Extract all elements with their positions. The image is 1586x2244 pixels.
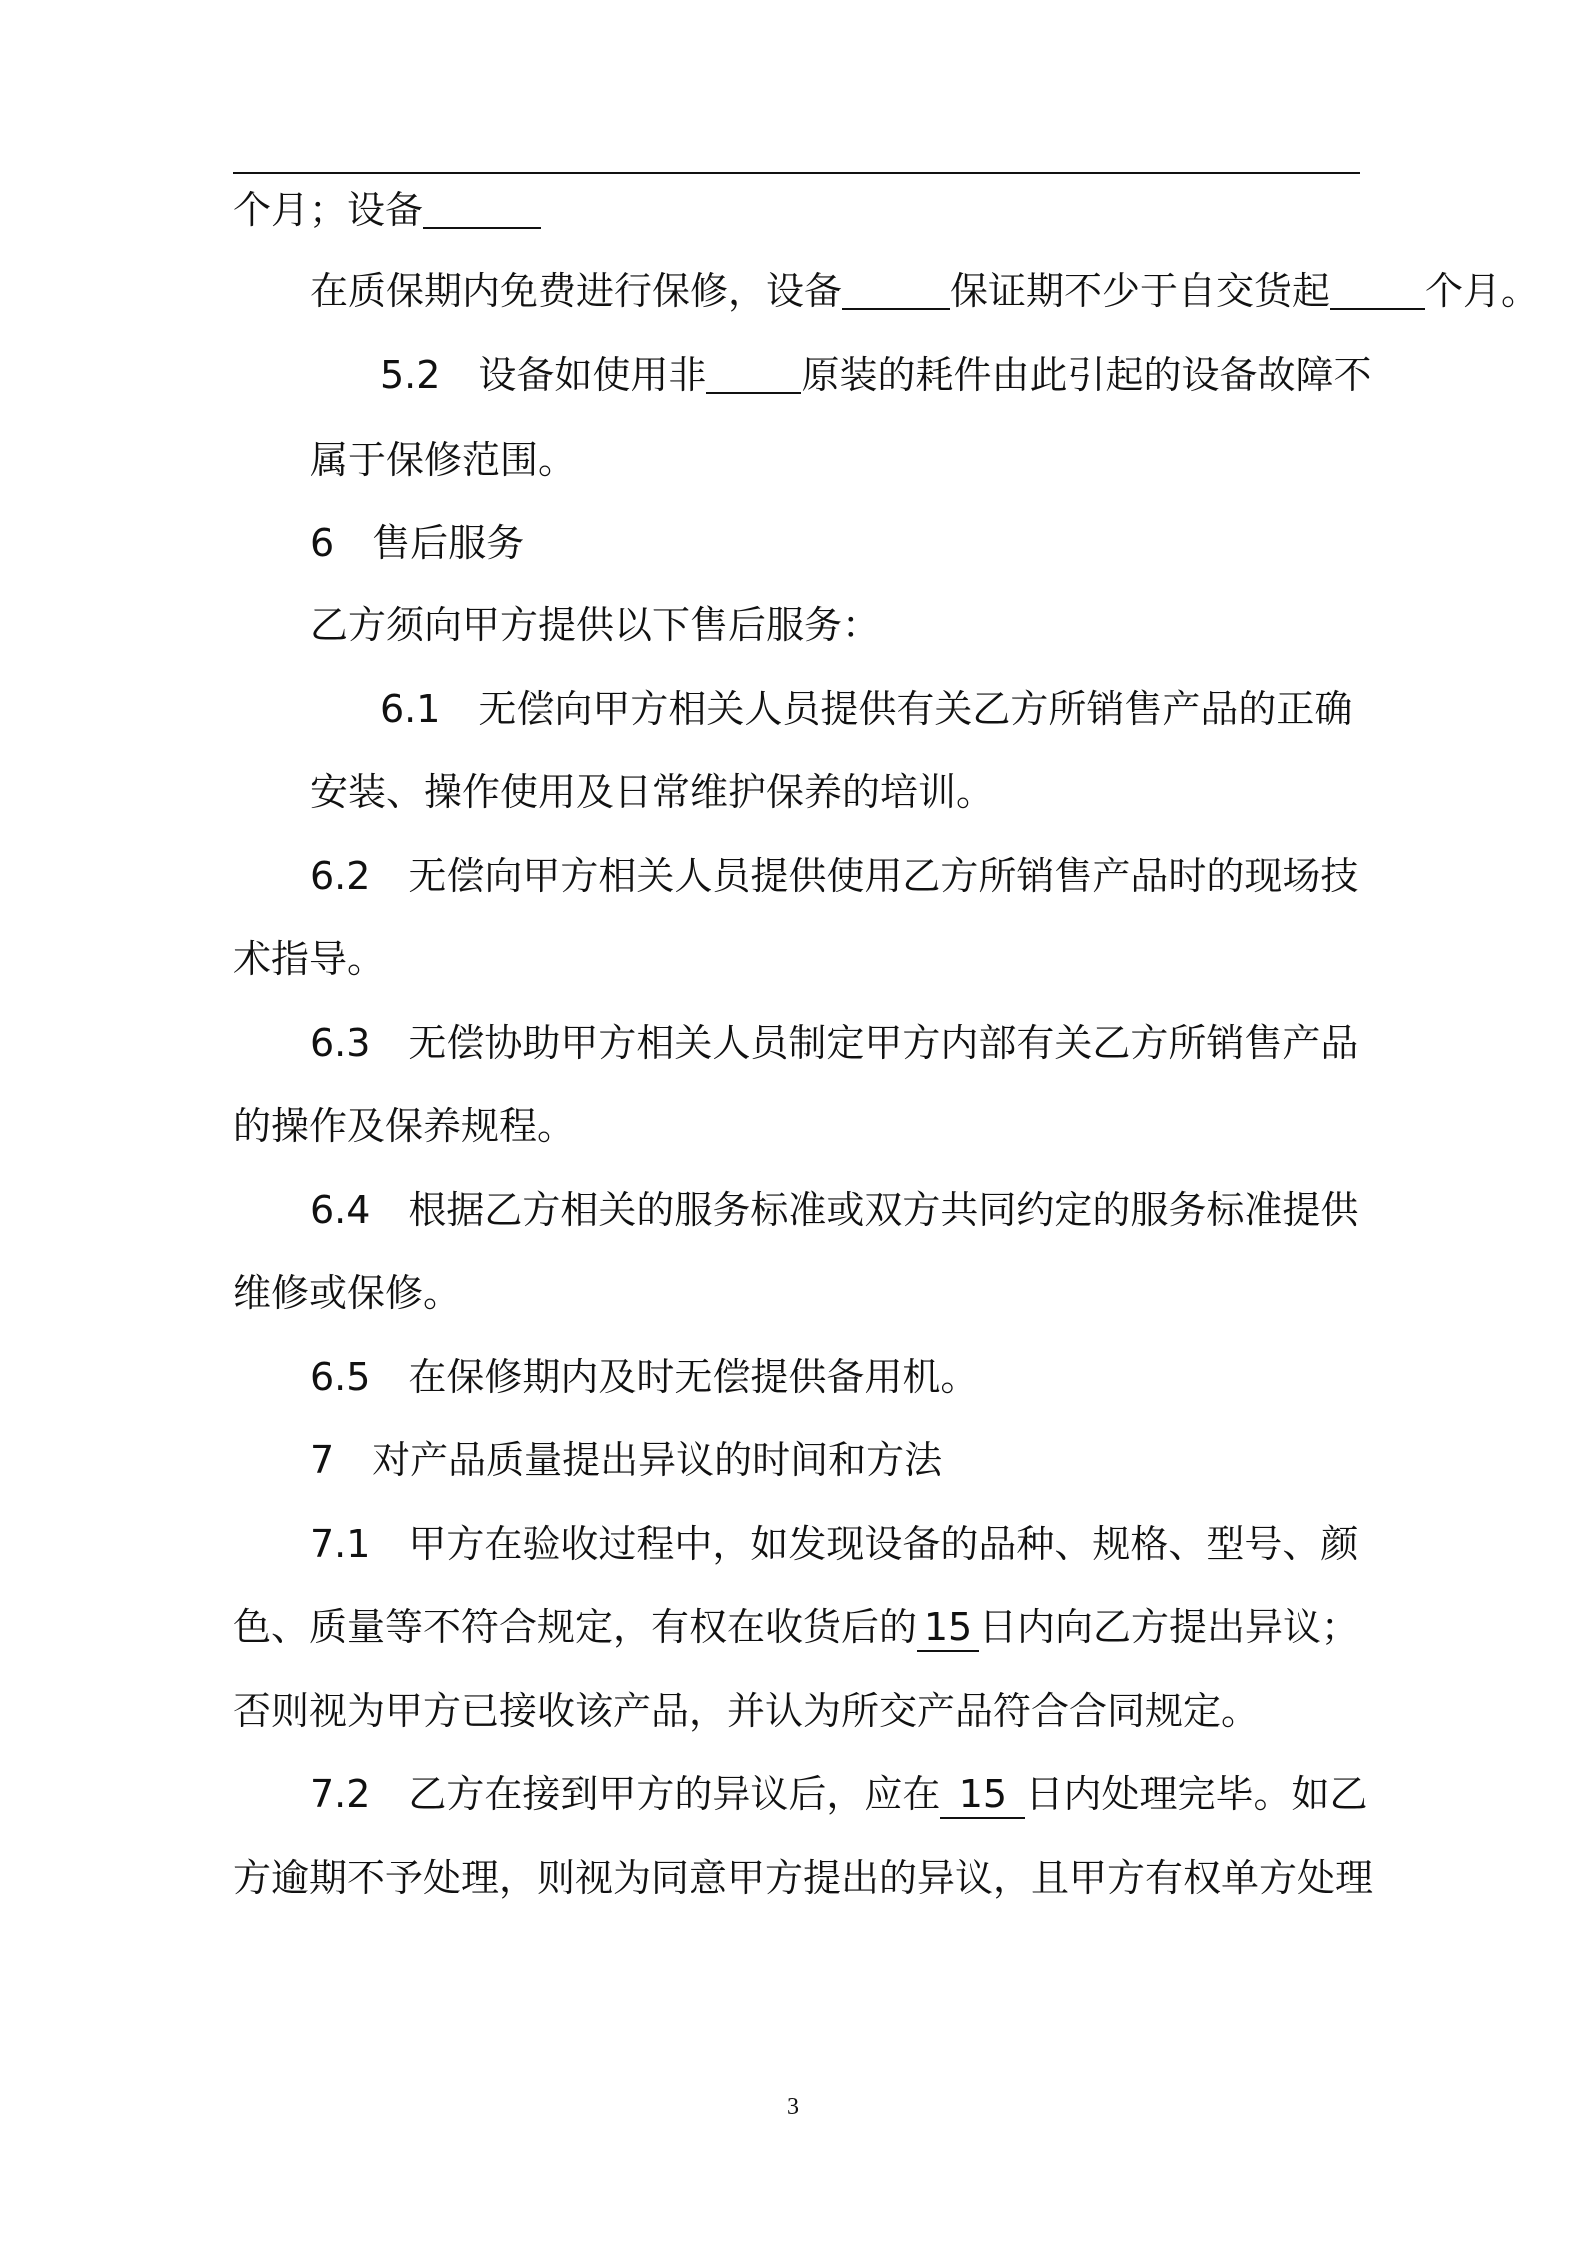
line-text: 个月；设备 [233,188,424,232]
clause-6-2: 6.2 无偿向甲方相关人员提供使用乙方所销售产品时的现场技 [310,854,1359,898]
line-text: 5.2 设备如使用非 [380,353,707,397]
line-text: 7.2 乙方在接到甲方的异议后，应在 [310,1772,941,1816]
blank-field-equipment-name [842,268,950,310]
clause-6-4: 6.4 根据乙方相关的服务标准或双方共同约定的服务标准提供 [310,1188,1359,1232]
clause-7-1: 7.1 甲方在验收过程中，如发现设备的品种、规格、型号、颜 [310,1522,1359,1566]
clause-6-1: 6.1 无偿向甲方相关人员提供有关乙方所销售产品的正确 [380,687,1353,731]
clause-6-2-cont: 术指导。 [233,937,386,981]
blank-field-equipment [423,187,541,229]
text-line-4: 属于保修范围。 [310,438,577,482]
clause-6-1-cont: 安装、操作使用及日常维护保养的培训。 [310,770,995,814]
line-text: 个月。 [1425,269,1540,313]
line-text: 保证期不少于自交货起 [950,269,1331,313]
clause-7-1-cont2: 否则视为甲方已接收该产品，并认为所交产品符合合同规定。 [233,1689,1260,1733]
text-line-2 [310,266,1539,316]
line-text: 在质保期内免费进行保修，设备 [310,269,843,313]
clause-6-5: 6.5 在保修期内及时无偿提供备用机。 [310,1355,979,1399]
clause-7-2-cont: 方逾期不予处理，则视为同意甲方提出的异议，且甲方有权单方处理 [233,1856,1374,1900]
line-text: 日内向乙方提出异议； [979,1605,1360,1649]
text-line-1 [233,185,541,235]
section-heading-7: 7 对产品质量提出异议的时间和方法 [310,1438,943,1482]
line-text: 日内处理完毕。如乙 [1025,1772,1368,1816]
header-rule [233,172,1360,174]
blank-field-warranty-months [1330,268,1425,310]
clause-7-1-cont [233,1602,1359,1652]
line-text: 色、质量等不符合规定，有权在收货后的 [233,1605,918,1649]
filled-field-days: 15 [917,1604,979,1652]
clause-6-3: 6.3 无偿协助甲方相关人员制定甲方内部有关乙方所销售产品 [310,1021,1359,1065]
line-text: 原装的耗件由此引起的设备故障不 [801,353,1372,397]
clause-6-4-cont: 维修或保修。 [233,1271,462,1315]
blank-field-supplier [706,352,801,394]
text-line-3 [380,350,1371,400]
filled-field-days: 15 [940,1771,1025,1819]
clause-6-3-cont: 的操作及保养规程。 [233,1104,576,1148]
page-number: 3 [787,2094,799,2120]
section-heading-6: 6 售后服务 [310,521,525,565]
clause-7-2 [310,1769,1367,1819]
text-line-6: 乙方须向甲方提供以下售后服务： [310,603,881,647]
